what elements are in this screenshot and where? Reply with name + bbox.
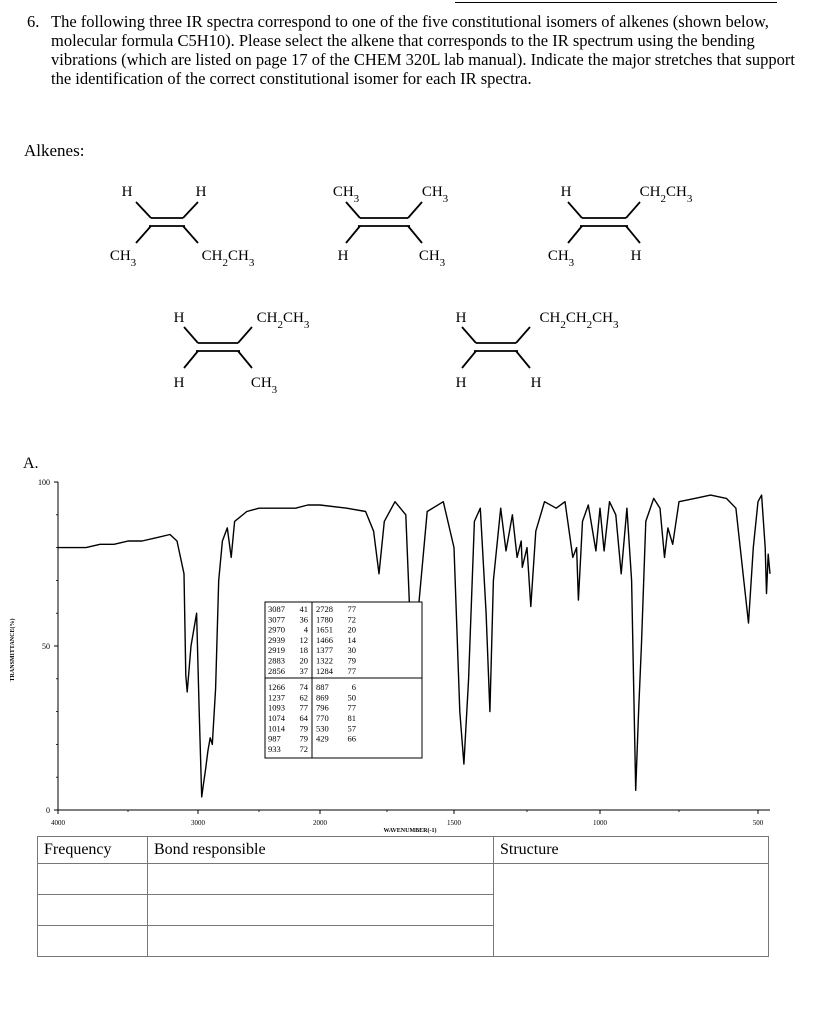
peak-wavenumber: 1093 <box>268 702 285 713</box>
peak-wavenumber: 1322 <box>316 655 333 666</box>
peak-transmittance: 4 <box>303 624 308 635</box>
header-structure: Structure <box>494 837 769 864</box>
peak-wavenumber: 530 <box>316 723 329 734</box>
alkene-structures <box>0 0 816 420</box>
peak-wavenumber: 2939 <box>268 634 285 645</box>
mol3-bottom-right: H <box>630 248 642 264</box>
peak-transmittance: 14 <box>347 634 356 645</box>
peak-transmittance: 12 <box>299 634 308 645</box>
answer-bond-3[interactable] <box>148 926 494 957</box>
molecule-3 <box>548 184 693 269</box>
mol2-top-left: $CH_3$ <box>332 184 360 205</box>
mol5-top-left: H <box>455 310 467 326</box>
peak-wavenumber: 1466 <box>316 634 333 645</box>
mol4-bottom-right: $CH_3$ <box>250 375 278 396</box>
mol1-bottom-right: $CH_2CH_3$ <box>201 248 255 269</box>
molecule-4 <box>174 310 310 396</box>
mol1-top-right: H <box>195 184 207 200</box>
answer-frequency-1[interactable] <box>38 864 148 895</box>
mol1-top-left: H <box>121 184 133 200</box>
peak-wavenumber: 2883 <box>268 655 285 666</box>
mol3-top-right: $CH_2CH_3$ <box>639 184 693 205</box>
answer-frequency-3[interactable] <box>38 926 148 957</box>
peak-transmittance: 72 <box>347 614 356 625</box>
mol2-top-right: $CH_3$ <box>421 184 449 205</box>
mol3-top-left: H <box>560 184 572 200</box>
mol5-bottom-right: H <box>530 375 542 391</box>
header-bond: Bond responsible <box>148 837 494 864</box>
peak-transmittance: 79 <box>347 655 356 666</box>
mol2-bottom-right: $CH_3$ <box>418 248 446 269</box>
answer-frequency-2[interactable] <box>38 895 148 926</box>
x-tick-label: 3000 <box>191 819 205 827</box>
question-number: 6. <box>27 12 40 31</box>
peak-wavenumber: 2856 <box>268 665 285 676</box>
mol4-bottom-left: H <box>173 375 185 391</box>
header-frequency: Frequency <box>38 837 148 864</box>
peak-transmittance: 30 <box>347 645 356 656</box>
molecule-5 <box>456 310 619 391</box>
molecule-2 <box>333 184 449 269</box>
answer-table <box>37 836 769 957</box>
peak-wavenumber: 1780 <box>316 614 333 625</box>
peak-transmittance: 20 <box>299 655 308 666</box>
peak-transmittance: 20 <box>347 624 356 635</box>
x-tick-label: 1500 <box>447 819 461 827</box>
peak-wavenumber: 1074 <box>268 713 285 723</box>
ir-spectrum-chart <box>0 470 816 834</box>
peak-wavenumber: 2919 <box>268 645 285 656</box>
answer-structure[interactable] <box>494 864 769 957</box>
peak-transmittance: 81 <box>347 713 356 723</box>
peak-wavenumber: 3087 <box>268 604 285 614</box>
peak-transmittance: 77 <box>299 702 308 713</box>
peak-wavenumber: 1266 <box>268 682 285 693</box>
peak-transmittance: 72 <box>299 743 308 754</box>
peak-wavenumber: 987 <box>268 733 281 744</box>
x-tick-label: 2000 <box>313 819 327 827</box>
mol3-bottom-left: $CH_3$ <box>547 248 575 269</box>
peak-wavenumber: 1377 <box>316 645 333 656</box>
part-a-label: A. <box>23 455 39 472</box>
peak-wavenumber: 1014 <box>268 723 285 734</box>
peak-transmittance: 79 <box>299 723 308 734</box>
peak-transmittance: 74 <box>299 682 308 693</box>
y-axis-label: TRANSMITTANCE(%) <box>10 618 16 682</box>
mol4-top-right: $CH_2CH_3$ <box>256 310 310 331</box>
answer-bond-2[interactable] <box>148 895 494 926</box>
peak-transmittance: 77 <box>347 604 356 614</box>
peak-transmittance: 36 <box>299 614 308 625</box>
answer-bond-1[interactable] <box>148 864 494 895</box>
peak-transmittance: 79 <box>299 733 308 744</box>
peak-wavenumber: 933 <box>268 743 281 754</box>
peak-transmittance: 62 <box>299 692 308 703</box>
x-axis-label: WAVENUMBER(-1) <box>383 828 437 834</box>
peak-wavenumber: 887 <box>316 682 329 693</box>
peak-transmittance: 66 <box>347 733 356 744</box>
peak-transmittance: 18 <box>299 645 308 656</box>
peak-wavenumber: 2728 <box>316 604 333 614</box>
peak-transmittance: 77 <box>347 702 356 713</box>
peak-transmittance: 64 <box>299 713 308 723</box>
y-tick-label: 50 <box>42 642 50 651</box>
mol5-top-right: $CH_2CH_2CH_3$ <box>539 310 619 331</box>
peak-transmittance: 77 <box>347 665 356 676</box>
peak-wavenumber: 796 <box>316 702 329 713</box>
question-text: The following three IR spectra correspond to one of the five constitutional isomers of alkenes (shown below, molecular formula C5H10). Please select the alkene that corresponds to the IR spectrum using the bending vibrations (which are listed on page 17 of the CHEM 320L lab manual). Indicate the major stretches that support the identification of the correct constitutional isomer for each IR spectra. <box>51 12 795 88</box>
mol5-bottom-left: H <box>455 375 467 391</box>
molecule-1 <box>110 184 255 269</box>
mol4-top-left: H <box>173 310 185 326</box>
peak-wavenumber: 2970 <box>268 624 285 635</box>
peak-transmittance: 57 <box>347 723 356 734</box>
peak-wavenumber: 1651 <box>316 624 333 635</box>
y-tick-label: 100 <box>38 478 50 487</box>
x-tick-label: 1000 <box>593 819 607 827</box>
alkenes-label: Alkenes: <box>24 141 85 160</box>
mol2-bottom-left: H <box>337 248 349 264</box>
peak-transmittance: 6 <box>351 682 356 693</box>
peak-transmittance: 41 <box>299 604 308 614</box>
peak-wavenumber: 869 <box>316 692 329 703</box>
peak-wavenumber: 429 <box>316 733 329 744</box>
y-tick-label: 0 <box>46 806 50 815</box>
peak-table-box <box>265 602 422 758</box>
peak-wavenumber: 3077 <box>268 614 285 625</box>
peak-wavenumber: 1284 <box>316 665 333 676</box>
x-tick-label: 4000 <box>51 819 65 827</box>
peak-wavenumber: 1237 <box>268 692 285 703</box>
x-tick-label: 500 <box>752 819 764 827</box>
peak-transmittance: 37 <box>299 665 308 676</box>
mol1-bottom-left: $CH_3$ <box>109 248 137 269</box>
peak-transmittance: 50 <box>347 692 356 703</box>
peak-wavenumber: 770 <box>316 713 329 723</box>
